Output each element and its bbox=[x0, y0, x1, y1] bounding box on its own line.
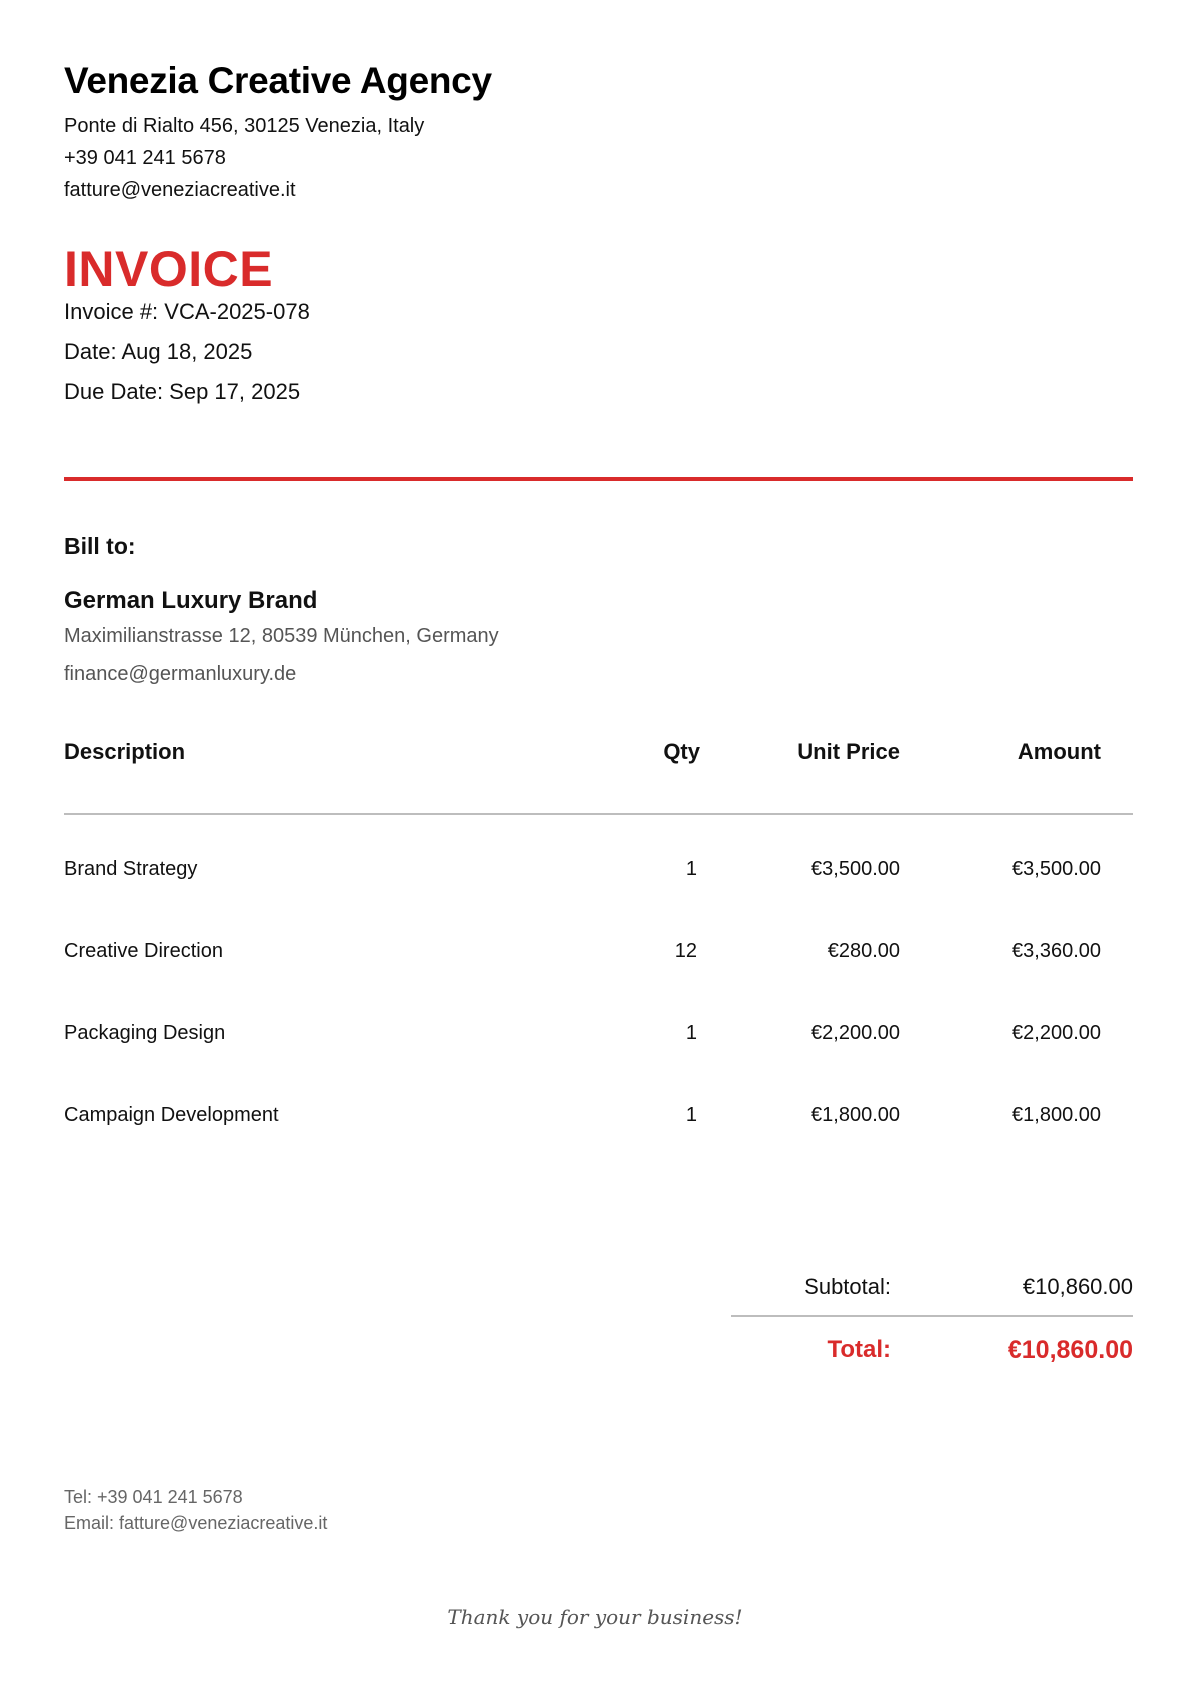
bill-to-label: Bill to: bbox=[64, 533, 136, 559]
column-header-qty: Qty bbox=[663, 739, 700, 764]
client-name: German Luxury Brand bbox=[64, 587, 318, 614]
column-header-amount: Amount bbox=[1017, 739, 1101, 764]
total-value: €10,860.00 bbox=[1007, 1336, 1133, 1364]
table-row bbox=[0, 858, 1190, 888]
row-amount: €3,500.00 bbox=[1012, 858, 1101, 880]
total-label: Total: bbox=[827, 1336, 891, 1363]
row-amount: €3,360.00 bbox=[1012, 940, 1101, 962]
column-header-description: Description bbox=[64, 739, 186, 764]
client-email: finance@germanluxury.de bbox=[64, 663, 297, 685]
subtotal-label: Subtotal: bbox=[804, 1274, 891, 1299]
subtotal-value: €10,860.00 bbox=[1022, 1274, 1133, 1299]
row-qty: 1 bbox=[685, 858, 697, 880]
row-qty: 12 bbox=[674, 940, 697, 962]
invoice-due-date: Due Date: Sep 17, 2025 bbox=[64, 379, 301, 404]
client-address: Maximilianstrasse 12, 80539 München, Germany bbox=[64, 625, 499, 647]
row-amount: €1,800.00 bbox=[1012, 1104, 1101, 1126]
footer-phone: Tel: +39 041 241 5678 bbox=[64, 1487, 243, 1507]
invoice-title: INVOICE bbox=[64, 241, 274, 297]
totals-divider bbox=[731, 1315, 1133, 1317]
row-unit-price: €1,800.00 bbox=[811, 1104, 900, 1126]
row-amount: €2,200.00 bbox=[1012, 1022, 1101, 1044]
invoice-date: Date: Aug 18, 2025 bbox=[64, 339, 253, 364]
header-divider bbox=[64, 477, 1133, 481]
row-description: Packaging Design bbox=[64, 1022, 226, 1044]
company-email: fatture@veneziacreative.it bbox=[64, 179, 296, 201]
row-unit-price: €280.00 bbox=[827, 940, 900, 962]
table-header-divider bbox=[64, 813, 1133, 815]
row-unit-price: €3,500.00 bbox=[811, 858, 900, 880]
invoice-number: Invoice #: VCA-2025-078 bbox=[64, 299, 310, 324]
row-description: Campaign Development bbox=[64, 1104, 279, 1126]
row-description: Creative Direction bbox=[64, 940, 223, 962]
table-row bbox=[0, 940, 1190, 970]
row-description: Brand Strategy bbox=[64, 858, 198, 880]
table-row bbox=[0, 1022, 1190, 1052]
footer-email: Email: fatture@veneziacreative.it bbox=[64, 1513, 328, 1533]
table-row bbox=[0, 1104, 1190, 1134]
row-qty: 1 bbox=[685, 1022, 697, 1044]
thank-you-note: Thank you for your business! bbox=[447, 1605, 743, 1629]
row-qty: 1 bbox=[685, 1104, 697, 1126]
company-phone: +39 041 241 5678 bbox=[64, 147, 226, 169]
row-unit-price: €2,200.00 bbox=[811, 1022, 900, 1044]
company-name: Venezia Creative Agency bbox=[64, 60, 492, 101]
column-header-unit-price: Unit Price bbox=[797, 739, 900, 764]
company-address: Ponte di Rialto 456, 30125 Venezia, Italy bbox=[64, 115, 425, 137]
